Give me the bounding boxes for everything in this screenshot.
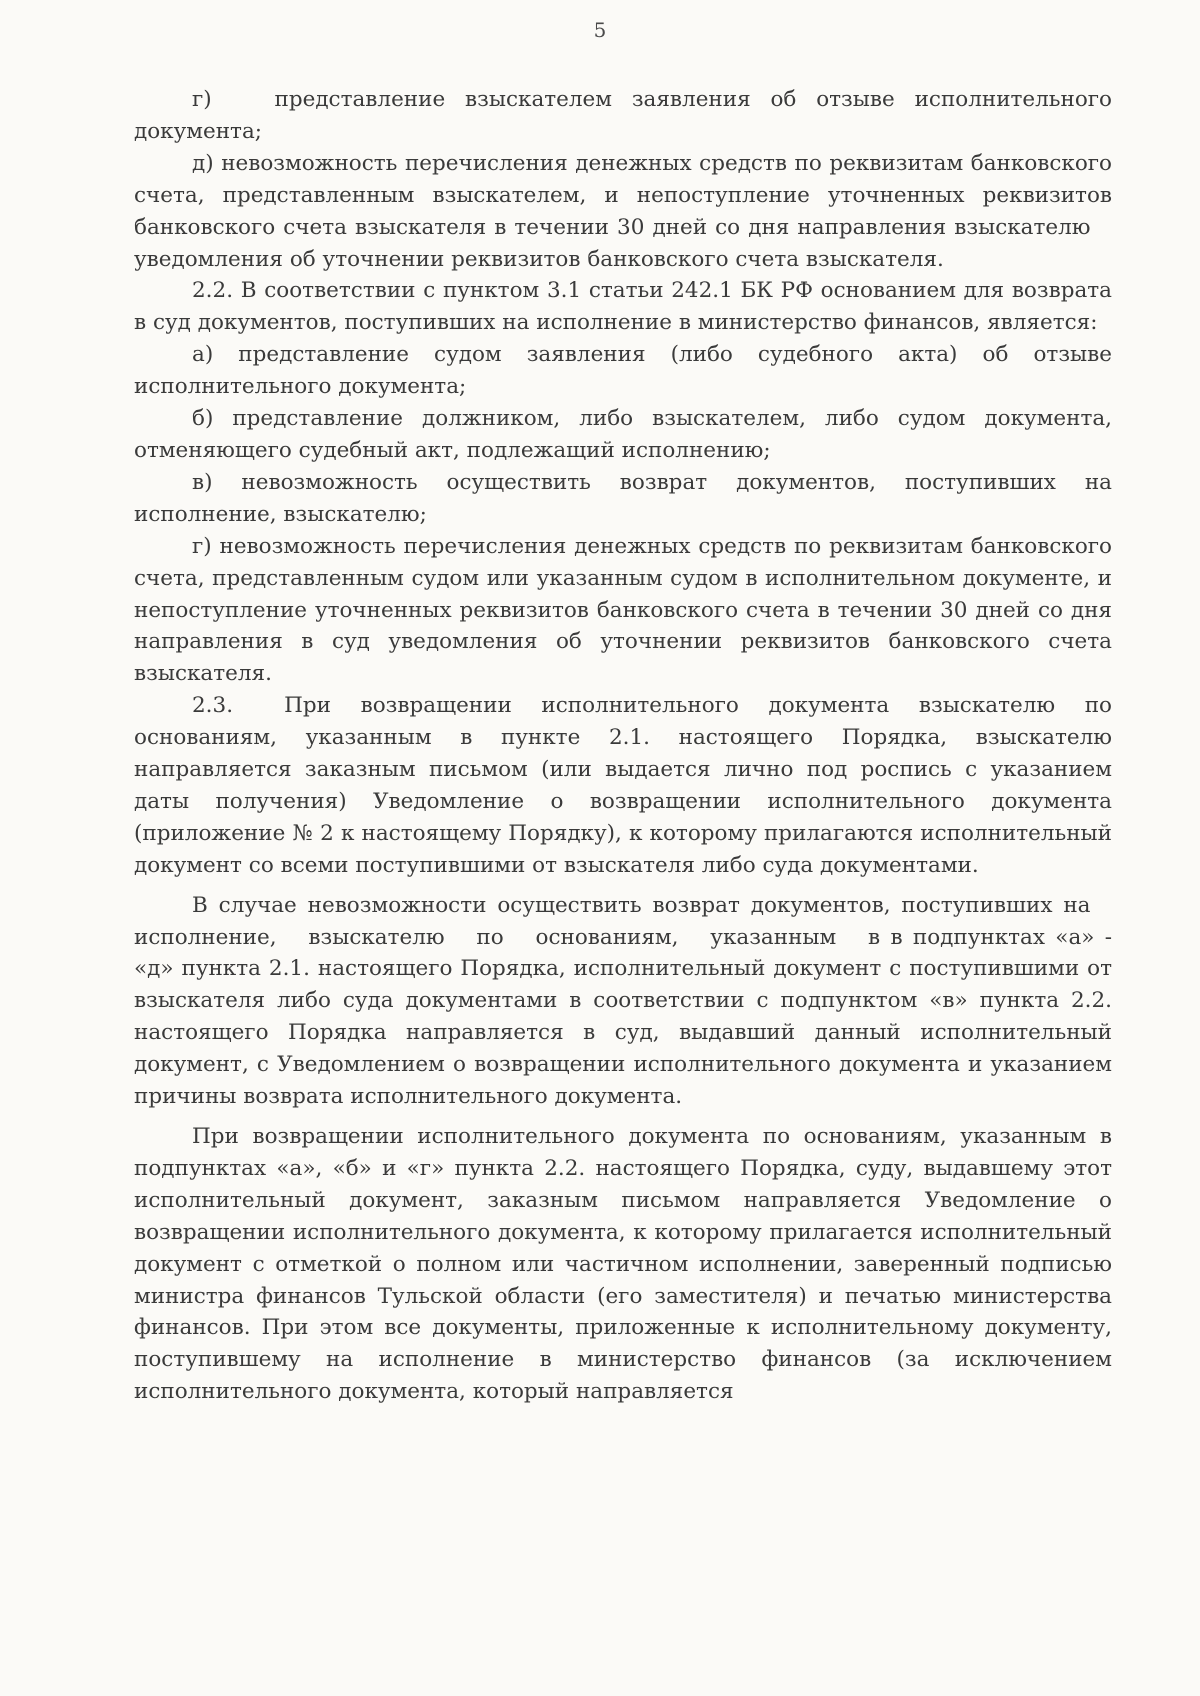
paragraph-section-2-2: 2.2. В соответствии с пунктом 3.1 статьи 242.1 БК РФ основанием для возврата в суд документов, поступивших на исполнение в министерство финансов, является: xyxy=(134,278,1112,336)
paragraph-item-b-cancel-act: б) представление должником, либо взыскателем, либо судом документа, отменяющего судебный акт, подлежащий исполнению; xyxy=(134,406,1112,463)
paragraph-return-with-mark: При возвращении исполнительного документа по основаниям, указанным в подпунктах «а», «б» и «г» пункта 2.2. настоящего Порядка, суду, выдавшему этот исполнительный документ, заказным письмом направляется Уведомление о возвращении исполнительного документа, к которому прилагается исполнительный документ с отметкой о полном или частичном исполнении, заверенный подписью министра финансов Тульской области (его заместителя) и печатью министерства финансов. При этом все документы, приложенные к исполнительному документу, поступившему на исполнение в министерство финансов (за исключением исполнительного документа, который направляется xyxy=(134,1124,1112,1405)
paragraph-item-g-withdrawal: г) представление взыскателем заявления об отзыве исполнительного документа; xyxy=(134,87,1112,144)
paragraph-item-g-court-bank-details: г) невозможность перечисления денежных средств по реквизитам банковского счета, представленным судом или указанным судом в исполнительном документе, и непоступление уточненных реквизитов банковского счета в течении 30 дней со дня направления в суд уведомления об уточнении реквизитов банковского счета взыскателя. xyxy=(134,533,1112,687)
page-number: 5 xyxy=(593,18,607,42)
document-body xyxy=(134,84,1112,1408)
paragraph-item-a-court-withdrawal: а) представление судом заявления (либо судебного акта) об отзыве исполнительного документа; xyxy=(134,342,1112,400)
paragraph-item-d-bank-details: д) невозможность перечисления денежных средств по реквизитам банковского счета, представленным взыскателем, и непоступление уточненных реквизитов банковского счета взыскателя в течении 30 дней со дня направления взыскателю уведомления об уточнении реквизитов банковского счета взыскателя. xyxy=(134,150,1112,272)
paragraph-return-to-court: В случае невозможности осуществить возврат документов, поступивших на исполнение, взыскателю по основаниям, указанным в в подпунктах «а» - «д» пункта 2.1. настоящего Порядка, исполнительный документ с поступившими от взыскателя либо суда документами в соответствии с подпунктом «в» пункта 2.2. настоящего Порядка направляется в суд, выдавший данный исполнительный документ, с Уведомлением о возвращении исполнительного документа и указанием причины возврата исполнительного документа. xyxy=(134,892,1112,1110)
paragraph-section-2-3: 2.3. При возвращении исполнительного документа взыскателю по основаниям, указанным в пункте 2.1. настоящего Порядка, взыскателю направляется заказным письмом (или выдается лично под роспись с указанием даты получения) Уведомление о возвращении исполнительного документа (приложение № 2 к настоящему Порядку), к которому прилагаются исполнительный документ со всеми поступившими от взыскателя либо суда документами. xyxy=(134,693,1112,878)
paragraph-item-v-return-impossible: в) невозможность осуществить возврат документов, поступивших на исполнение, взыскателю; xyxy=(134,469,1112,527)
